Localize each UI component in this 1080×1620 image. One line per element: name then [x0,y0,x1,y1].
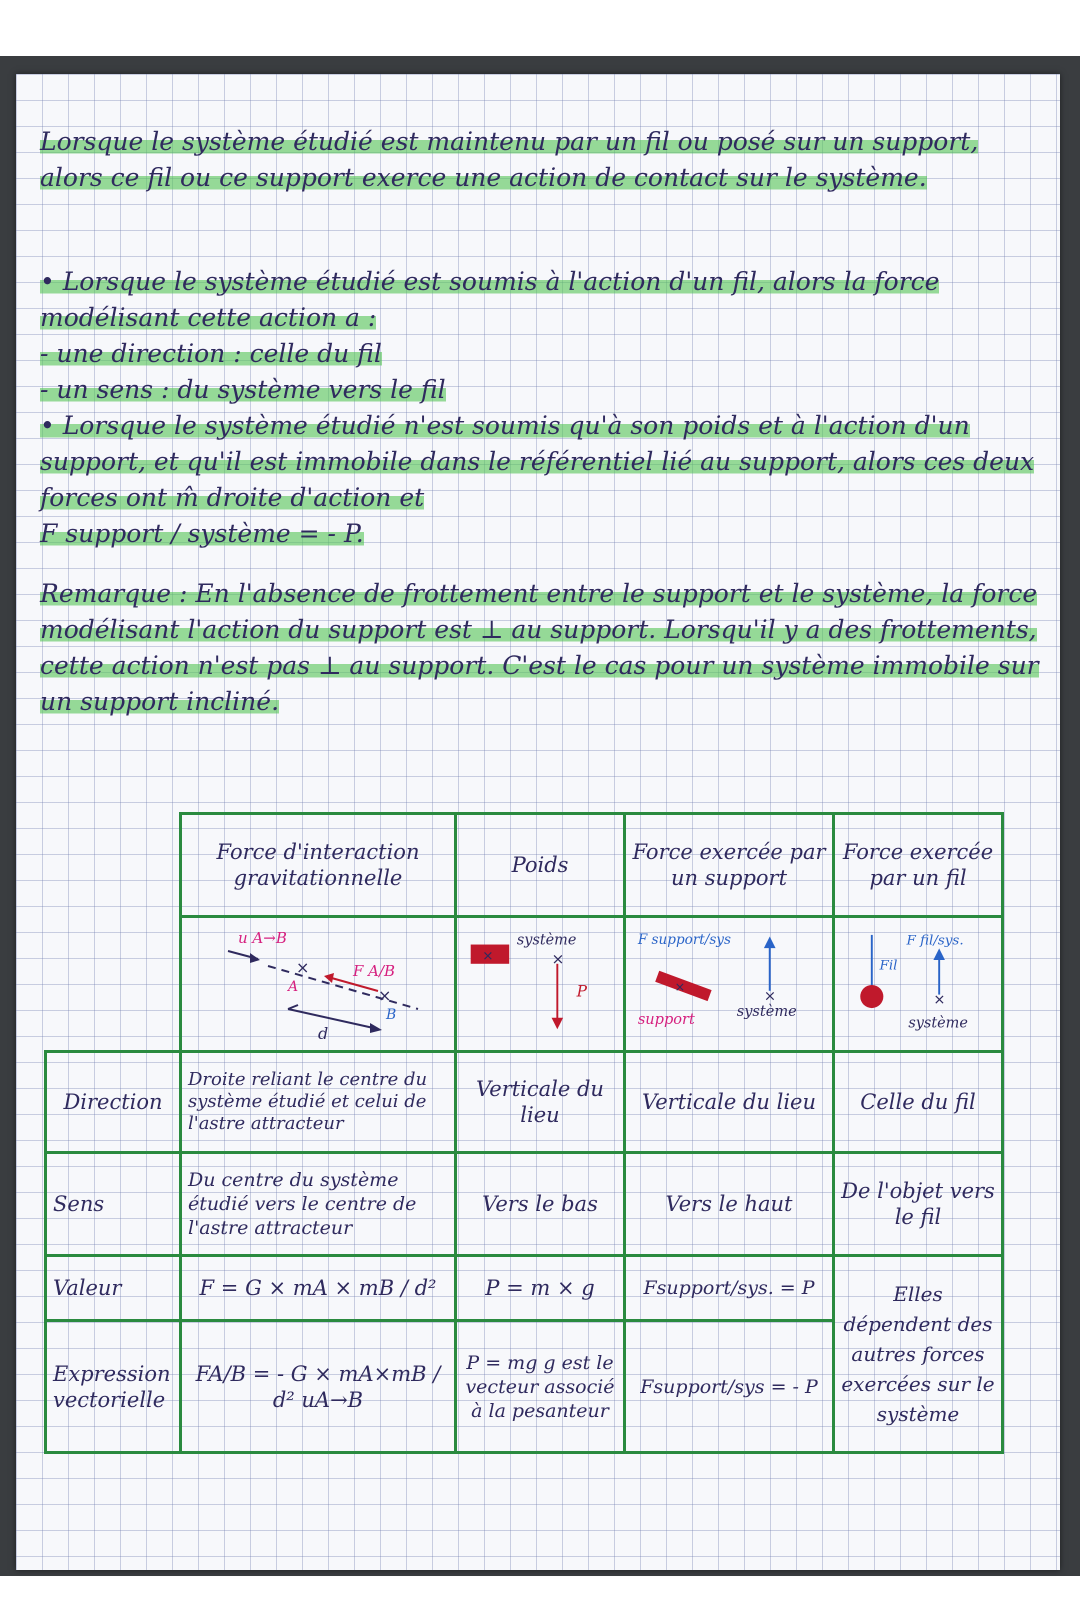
diagram-fil [832,915,1004,1053]
fil-label: Fil [879,957,898,974]
cell-valeur-fil: Elles dépendent des autres forces exercées sur le système [832,1254,1004,1454]
cell-valeur-gravitation: F = G × mA × mB / d² [179,1254,457,1322]
remarque-text: Remarque : En l'absence de frottement entre le support et le système, la force modélisant l'action du support est ⊥ au support. Lorsqu'il y a des frottements, cette action n'est pas ⊥ au support. C'est le cas pour un système immobile sur un support incliné. [40,579,1039,716]
bullet-direction: - une direction : celle du fil [40,339,382,368]
poids-diagram [463,921,617,1047]
diagram-gravitation [179,915,457,1053]
cell-expression-support: Fsupport/sys = - P [623,1319,835,1454]
a-label: A [288,979,299,995]
p-label: P [576,982,587,1001]
intro-paragraph [40,124,1040,196]
bullet-support: • Lorsque le système étudié n'est soumis qu'à son poids et à l'action d'un support, et qu'il est immobile dans le référentiel lié au support, alors ces deux forces ont m̂ droite d'action et [40,411,1035,512]
f-label: F A/B [353,962,396,980]
cell-sens-fil: De l'objet vers le fil [832,1151,1004,1257]
notebook-page [16,74,1060,1570]
bullet-formula: F support / système = - P. [40,519,364,548]
cell-valeur-poids: P = m × g [454,1254,626,1322]
fil-diagram [841,921,995,1047]
diagram-poids [454,915,626,1053]
systeme-label-poids: système [516,932,577,949]
row-label-sens: Sens [44,1151,182,1257]
gravitation-diagram [188,921,448,1047]
row-label-direction: Direction [44,1050,182,1154]
support-diagram [632,921,826,1047]
header-poids: Poids [454,812,626,918]
cell-direction-fil: Celle du fil [832,1050,1004,1154]
bullet-sens: - un sens : du système vers le fil [40,375,446,404]
svg-text:×: × [482,947,494,964]
intro-text: Lorsque le système étudié est maintenu par un fil ou posé sur un support, alors ce fil ou ce support exerce une action de contact sur le système. [40,127,979,192]
bullet-list [40,264,1040,552]
support-force-label: F support/sys [637,932,731,949]
support-label: support [637,1010,695,1028]
svg-text:×: × [551,949,565,968]
cell-sens-support: Vers le haut [623,1151,835,1257]
cell-expression-gravitation: FA/B = - G × mA×mB / d² uA→B [179,1319,457,1454]
remarque-paragraph [40,576,1040,720]
fil-force-label: F fil/sys. [906,932,964,949]
cell-sens-gravitation: Du centre du système étudié vers le centre de l'astre attracteur [179,1151,457,1257]
cell-valeur-support: Fsupport/sys. = P [623,1254,835,1322]
header-gravitation: Force d'interaction gravitationnelle [179,812,457,918]
top-margin [0,0,1080,56]
row-label-expression: Expression vectorielle [44,1319,182,1454]
bottom-margin [0,1576,1080,1620]
cross-a: × [296,958,310,977]
diagram-support [623,915,835,1053]
row-label-valeur: Valeur [44,1254,182,1322]
bullet-fil: • Lorsque le système étudié est soumis à l'action d'un fil, alors la force modélisant cette action a : [40,267,940,332]
svg-text:×: × [674,978,686,994]
header-fil: Force exercée par un fil [832,812,1004,918]
svg-text:×: × [933,992,946,1009]
cross-b: × [378,986,392,1005]
cell-direction-poids: Verticale du lieu [454,1050,626,1154]
cell-sens-poids: Vers le bas [454,1151,626,1257]
systeme-label-fil: système [908,1015,968,1032]
d-label: d [318,1024,329,1043]
cell-direction-support: Verticale du lieu [623,1050,835,1154]
cell-direction-gravitation: Droite reliant le centre du système étudié et celui de l'astre attracteur [179,1050,457,1154]
b-label: B [386,1007,397,1023]
header-support: Force exercée par un support [623,812,835,918]
u-label: u A→B [238,929,287,947]
svg-text:×: × [763,987,777,1005]
cell-expression-poids: P = mg g est le vecteur associé à la pesanteur [454,1319,626,1454]
systeme-label-support: système [736,1003,797,1021]
